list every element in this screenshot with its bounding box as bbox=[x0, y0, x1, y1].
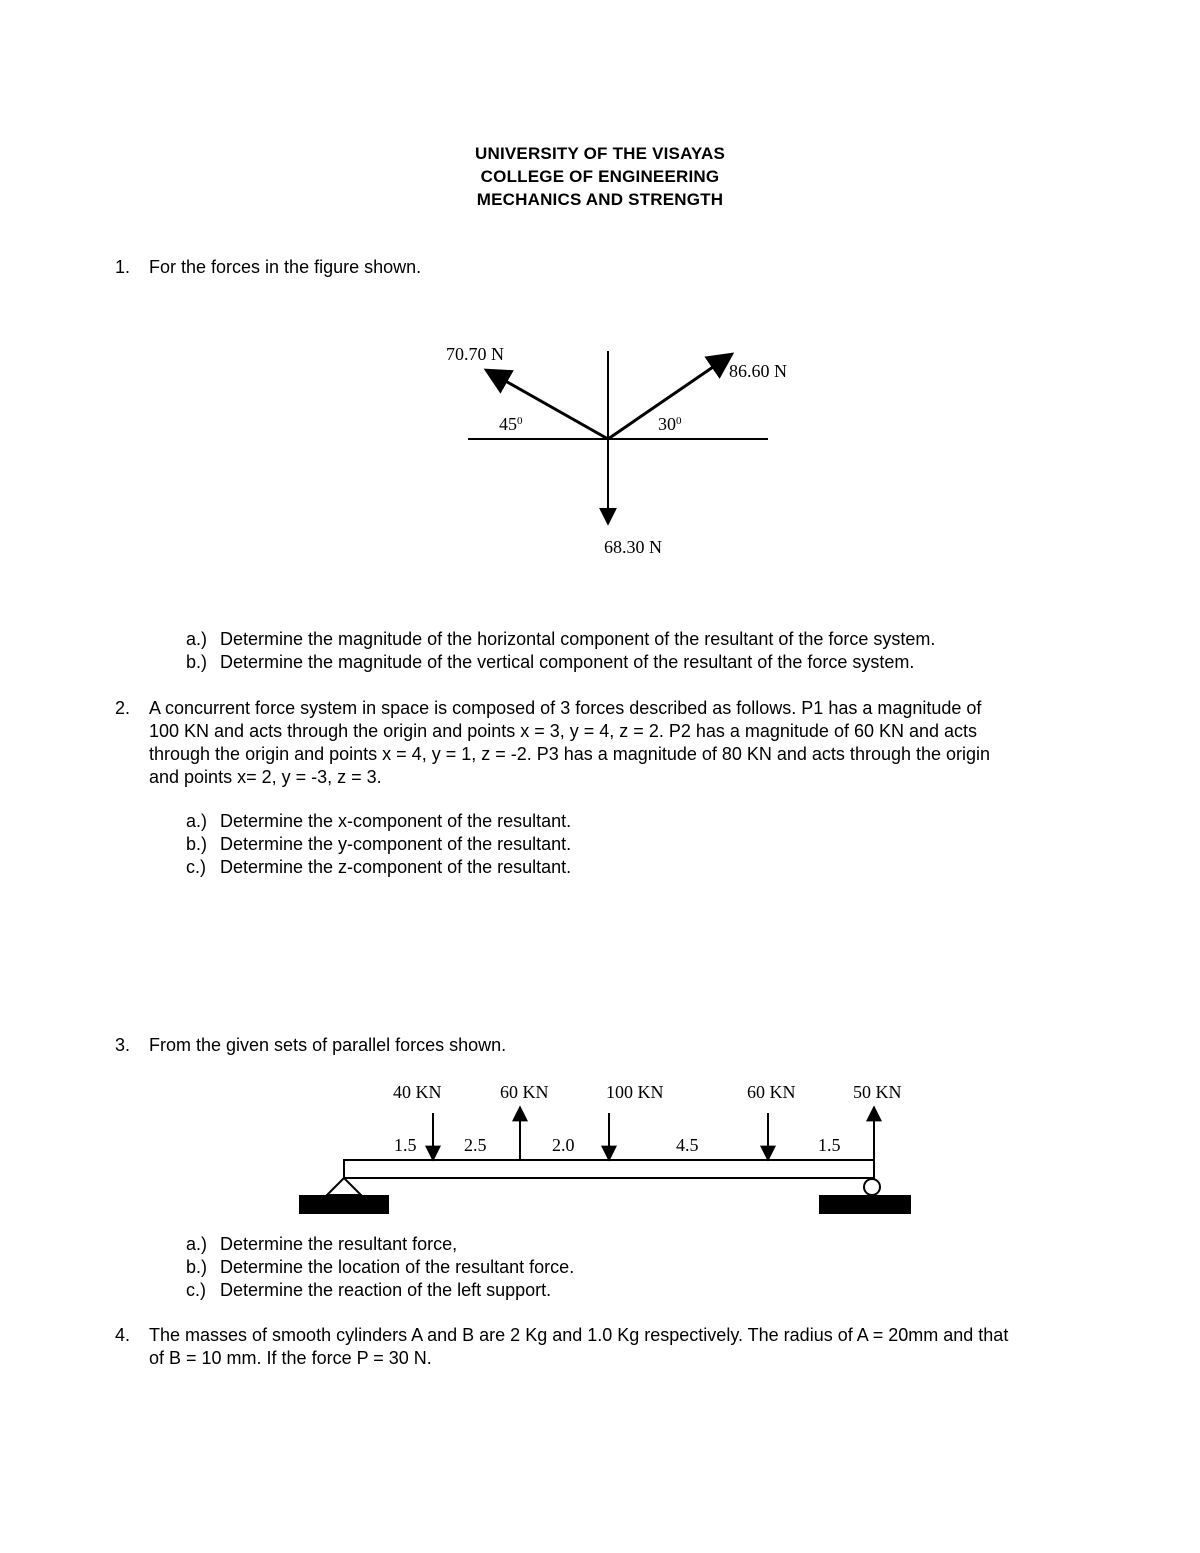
question-text: For the forces in the figure shown. bbox=[149, 257, 422, 277]
angle-left-label: $45^0$ bbox=[499, 414, 523, 434]
spacing-label: 1.5 bbox=[818, 1135, 841, 1155]
course-title: MECHANICS AND STRENGTH bbox=[476, 190, 724, 209]
load-label: 60 KN bbox=[500, 1082, 549, 1102]
question-number: 1. bbox=[115, 257, 131, 277]
spacing-label: 4.5 bbox=[676, 1135, 699, 1155]
left-ground bbox=[299, 1195, 389, 1214]
angle-right-label: $30^0$ bbox=[658, 414, 682, 434]
spacing-label: 2.5 bbox=[464, 1135, 487, 1155]
question-number: 2. bbox=[115, 698, 131, 718]
question-text-line: 100 KN and acts through the origin and points x = 3, y = 4, z = 2. P2 has a magnitude of 60 KN and acts bbox=[149, 721, 978, 741]
force-down-label: 68.30 N bbox=[604, 537, 662, 557]
load-label: 40 KN bbox=[393, 1082, 442, 1102]
spacing-label: 1.5 bbox=[394, 1135, 417, 1155]
load-label: 60 KN bbox=[747, 1082, 796, 1102]
load-label: 50 KN bbox=[853, 1082, 902, 1102]
question-text-line: A concurrent force system in space is composed of 3 forces described as follows. P1 has a magnitude of bbox=[149, 698, 982, 718]
question-text-line: through the origin and points x = 4, y = 1, z = -2. P3 has a magnitude of 80 KN and acts through the origin bbox=[149, 744, 991, 764]
college-name: COLLEGE OF ENGINEERING bbox=[480, 167, 720, 186]
question-text-line: of B = 10 mm. If the force P = 30 N. bbox=[149, 1348, 432, 1368]
pin-support bbox=[327, 1178, 361, 1195]
university-name: UNIVERSITY OF THE VISAYAS bbox=[475, 144, 725, 163]
part-b: b.) Determine the y-component of the resultant. bbox=[186, 834, 572, 854]
part-b: b.) Determine the magnitude of the vertical component of the resultant of the force system. bbox=[186, 652, 915, 672]
question-number: 3. bbox=[115, 1035, 131, 1055]
part-a: a.) Determine the x-component of the resultant. bbox=[186, 811, 572, 831]
load-label: 100 KN bbox=[606, 1082, 664, 1102]
part-b: b.) Determine the location of the resultant force. bbox=[186, 1257, 575, 1277]
question-text-line: and points x= 2, y = -3, z = 3. bbox=[149, 767, 382, 787]
right-ground bbox=[819, 1195, 911, 1214]
part-c: c.) Determine the z-component of the resultant. bbox=[186, 857, 572, 877]
part-a: a.) Determine the resultant force, bbox=[186, 1234, 458, 1254]
part-c: c.) Determine the reaction of the left support. bbox=[186, 1280, 552, 1300]
force-right-label: 86.60 N bbox=[729, 361, 787, 381]
roller-support bbox=[864, 1179, 880, 1195]
question-number: 4. bbox=[115, 1325, 131, 1345]
part-a: a.) Determine the magnitude of the horizontal component of the resultant of the force system. bbox=[186, 629, 936, 649]
question-text-line: The masses of smooth cylinders A and B are 2 Kg and 1.0 Kg respectively. The radius of A = 20mm and that bbox=[149, 1325, 1009, 1345]
question-text: From the given sets of parallel forces shown. bbox=[149, 1035, 507, 1055]
spacing-label: 2.0 bbox=[552, 1135, 575, 1155]
force-left-label: 70.70 N bbox=[446, 344, 504, 364]
beam bbox=[344, 1160, 874, 1178]
